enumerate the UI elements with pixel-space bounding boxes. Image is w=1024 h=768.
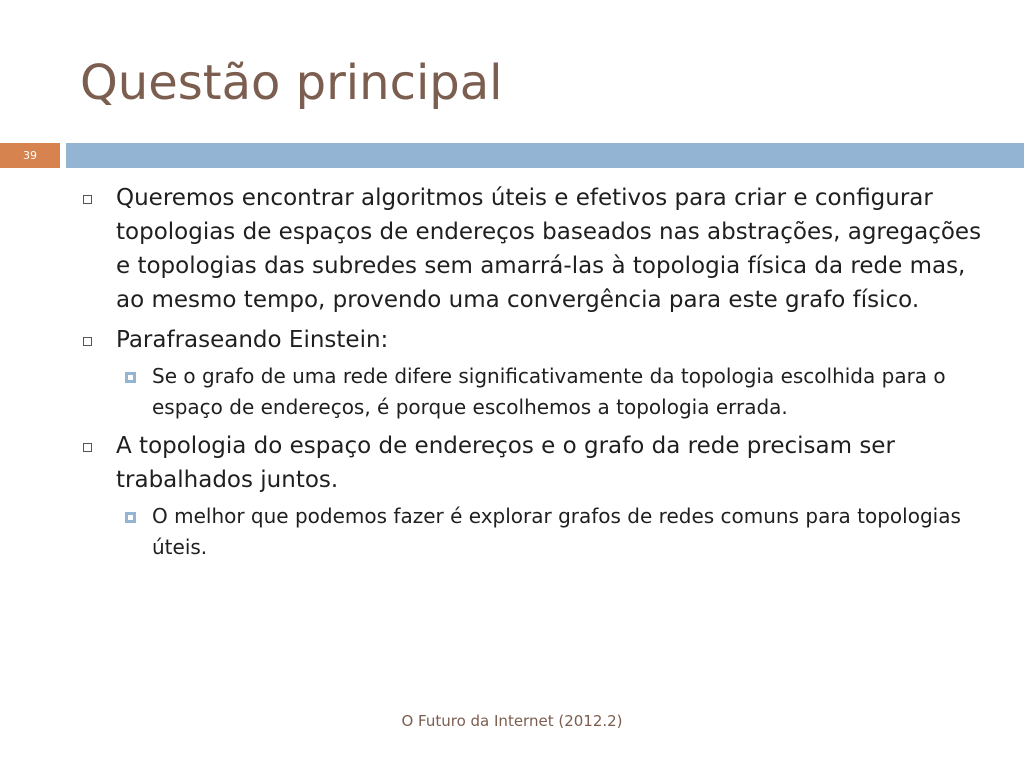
hollow-square-icon (83, 195, 92, 204)
bullet-item (82, 181, 982, 317)
sub-bullet-text: O melhor que podemos fazer é explorar grafos de redes comuns para topologias úteis. (152, 504, 961, 559)
slide-content (82, 181, 982, 569)
sub-bullet-item (82, 501, 982, 563)
slide-number: 39 (0, 143, 60, 168)
sub-bullet-item (82, 361, 982, 423)
hollow-square-icon (83, 443, 92, 452)
bullet-text: A topologia do espaço de endereços e o grafo da rede precisam ser trabalhados juntos. (116, 433, 895, 493)
bullet-item (82, 429, 982, 497)
hollow-square-icon (83, 337, 92, 346)
bullet-text: Queremos encontrar algoritmos úteis e efetivos para criar e configurar topologias de espaços de endereços baseados nas abstrações, agregações e topologias das subredes sem amarrá-las à topologia física da rede mas, ao mesmo tempo, provendo uma convergência para este grafo físico. (116, 185, 982, 313)
bullet-item (82, 323, 982, 357)
header-bar (66, 143, 1024, 168)
blue-square-bullet-icon (125, 512, 136, 523)
slide-title: Questão principal (80, 55, 503, 111)
bullet-text: Parafraseando Einstein: (116, 327, 389, 353)
blue-square-bullet-icon (125, 372, 136, 383)
sub-bullet-text: Se o grafo de uma rede difere significativamente da topologia escolhida para o espaço de endereços, é porque escolhemos a topologia errada. (152, 364, 946, 419)
slide-footer: O Futuro da Internet (2012.2) (401, 712, 623, 730)
